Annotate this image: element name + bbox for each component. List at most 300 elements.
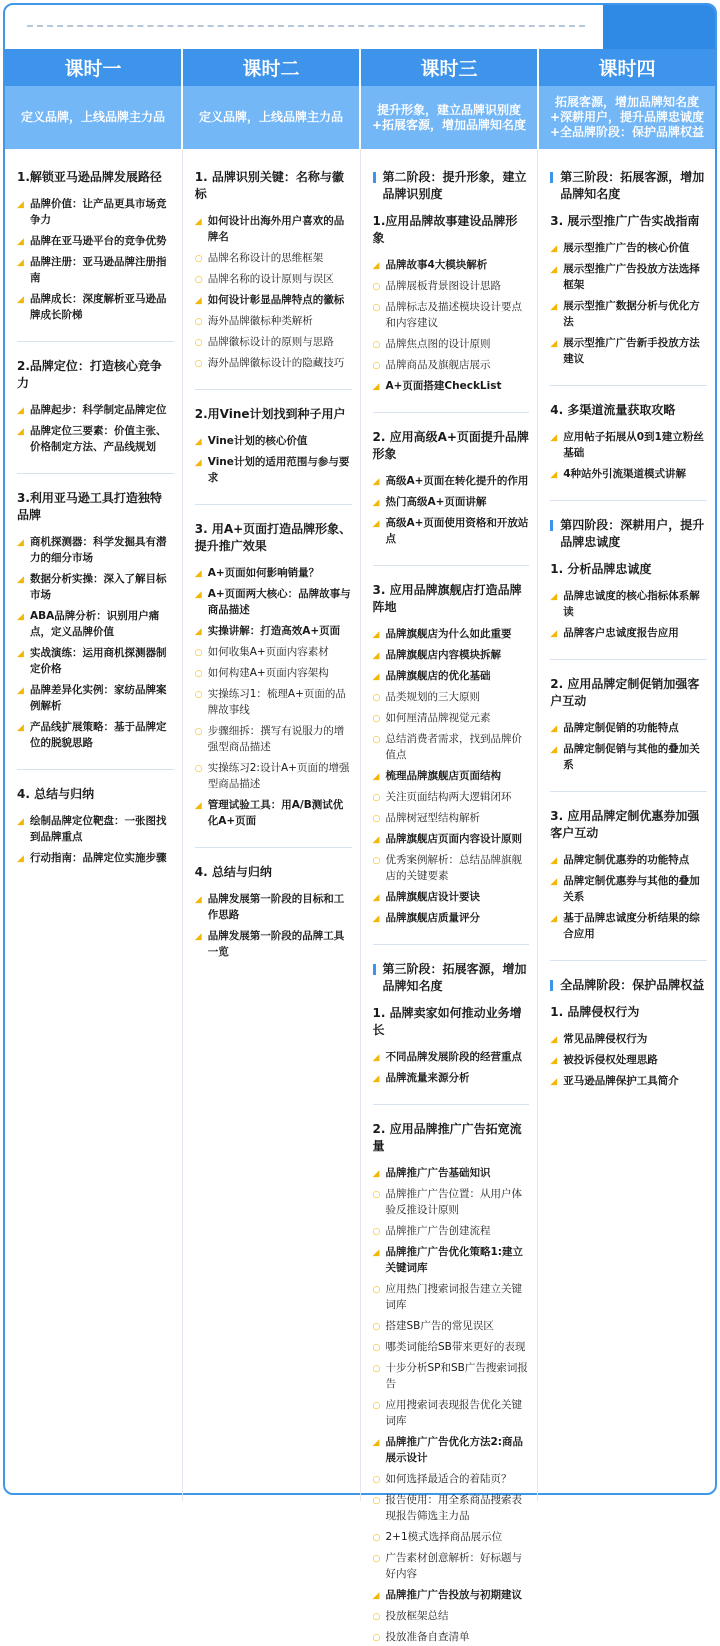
outline-item-text: 实操练习2:设计A+页面的增强型商品描述: [207, 762, 350, 790]
lesson-column-3: [361, 149, 539, 1643]
outline-item: [195, 454, 352, 486]
outline-item: [550, 1052, 707, 1068]
outline-item-text: 基于品牌忠诚度分析结果的综合应用: [563, 912, 700, 940]
section-title: 3.利用亚马逊工具打造独特品牌: [17, 491, 162, 522]
outline-item: [373, 1165, 530, 1181]
section-divider: [373, 565, 530, 566]
outline-item: [373, 1550, 530, 1582]
arrow-bullet-icon: ◢: [372, 382, 380, 392]
outline-item-text: 应用帖子拓展从0到1建立粉丝基础: [563, 431, 704, 459]
outline-item-text: 如何收集A+页面内容素材: [207, 646, 329, 658]
outline-item: [373, 1397, 530, 1429]
lesson-header-2: 课时二: [183, 49, 361, 86]
outline-item: [195, 797, 352, 829]
outline-item: [373, 810, 530, 826]
outline-item: [17, 813, 174, 845]
outline-item: [373, 336, 530, 352]
outline-item: [195, 644, 352, 660]
outline-item: [195, 723, 352, 755]
outline-item: [373, 257, 530, 273]
circle-bullet-icon: ○: [372, 1401, 381, 1411]
outline-item-text: 不同品牌发展阶段的经营重点: [385, 1051, 522, 1063]
outline-item: [373, 1339, 530, 1355]
outline-item: [373, 1360, 530, 1392]
outline-section: [17, 786, 174, 866]
phase-heading: 第三阶段：拓展客源，增加品牌知名度: [550, 169, 707, 203]
outline-item: [195, 334, 352, 350]
section-title: 2. 应用品牌定制促销加强客户互动: [550, 677, 700, 708]
outline-item-text: 实操练习1：梳理A+页面的品牌故事线: [207, 688, 346, 716]
lesson-subtitle-4: 拓展客源，增加品牌知名度+深耕用户，提升品牌忠诚度+全品牌阶段：保护品牌权益: [549, 95, 705, 139]
outline-item: [17, 423, 174, 455]
arrow-bullet-icon: ◢: [372, 672, 380, 682]
outline-item-text: 常见品牌侵权行为: [563, 1033, 648, 1045]
outline-item-text: 梳理品牌旗舰店页面结构: [385, 770, 501, 782]
dashed-divider: [27, 25, 585, 27]
section-divider: [373, 1104, 530, 1105]
circle-bullet-icon: ○: [194, 275, 203, 285]
outline-item: [17, 608, 174, 640]
outline-item-text: 海外品牌徽标种类解析: [207, 315, 313, 327]
outline-item-text: 总结消费者需求，找到品牌价值点: [385, 733, 522, 761]
outline-item: [550, 625, 707, 641]
outline-item: [550, 852, 707, 868]
circle-bullet-icon: ○: [372, 303, 381, 313]
outline-item-text: A+页面搭建CheckList: [385, 380, 502, 392]
corner-tab: [603, 5, 715, 49]
outline-item-text: 品牌忠诚度的核心指标体系解读: [563, 590, 700, 618]
outline-section: [550, 213, 707, 367]
circle-bullet-icon: ○: [372, 693, 381, 703]
outline-item-text: 管理试验工具：用A/B测试优化A+页面: [207, 799, 344, 827]
section-title: 1. 品牌侵权行为: [550, 1005, 640, 1019]
arrow-bullet-icon: ◢: [194, 932, 202, 942]
circle-bullet-icon: ○: [372, 1227, 381, 1237]
outline-item-text: 应用搜索词表现报告优化关键词库: [385, 1399, 522, 1427]
arrow-bullet-icon: ◢: [550, 244, 558, 254]
outline-section: [373, 213, 530, 394]
arrow-bullet-icon: ◢: [372, 835, 380, 845]
section-divider: [17, 341, 174, 342]
outline-item-text: ABA品牌分析：识别用户痛点，定义品牌价值: [30, 610, 160, 638]
outline-item: [373, 789, 530, 805]
outline-item: [550, 741, 707, 773]
arrow-bullet-icon: ◢: [550, 877, 558, 887]
arrow-bullet-icon: ◢: [194, 627, 202, 637]
outline-item: [17, 233, 174, 249]
section-title: 1.解锁亚马逊品牌发展路径: [17, 170, 162, 184]
outline-item-text: 品牌展板背景图设计思路: [385, 280, 501, 292]
section-divider: [17, 473, 174, 474]
section-divider: [550, 960, 707, 961]
arrow-bullet-icon: ◢: [550, 1035, 558, 1045]
outline-item: [373, 1186, 530, 1218]
arrow-bullet-icon: ◢: [550, 724, 558, 734]
arrow-bullet-icon: ◢: [17, 200, 24, 210]
outline-item-text: 品牌故事4大模块解析: [385, 259, 488, 271]
outline-item-text: 品牌定制优惠券的功能特点: [563, 854, 690, 866]
arrow-bullet-icon: ◢: [17, 817, 24, 827]
outline-item-text: 品牌旗舰店页面内容设计原则: [385, 833, 522, 845]
outline-item: [195, 565, 352, 581]
outline-item-text: 如何设计彰显品牌特点的徽标: [207, 294, 345, 306]
arrow-bullet-icon: ◢: [550, 914, 558, 924]
outline-item: [373, 1281, 530, 1313]
section-divider: [195, 504, 352, 505]
outline-item-text: 品牌徽标设计的原则与思路: [207, 336, 334, 348]
section-divider: [550, 385, 707, 386]
outline-item: [195, 586, 352, 618]
outline-item-text: 实操讲解：打造高效A+页面: [207, 625, 341, 637]
outline-section: [373, 429, 530, 547]
outline-section: [195, 406, 352, 486]
lesson-column-2: [183, 149, 361, 1501]
outline-item-text: 品牌推广广告基础知识: [385, 1167, 491, 1179]
outline-item: [550, 298, 707, 330]
circle-bullet-icon: ○: [194, 727, 203, 737]
outline-item: [373, 494, 530, 510]
outline-item-text: 优秀案例解析：总结品牌旗舰店的关键要素: [385, 854, 522, 882]
outline-item: [550, 588, 707, 620]
outline-item-text: 品牌注册：亚马逊品牌注册指南: [30, 256, 167, 284]
arrow-bullet-icon: ◢: [550, 745, 558, 755]
outline-item-text: 品牌推广广告投放与初期建议: [385, 1589, 522, 1601]
arrow-bullet-icon: ◢: [550, 592, 558, 602]
circle-bullet-icon: ○: [194, 648, 203, 658]
outline-item: [373, 1471, 530, 1487]
outline-item: [373, 1223, 530, 1239]
section-title: 2. 应用品牌推广广告拓宽流量: [372, 1122, 522, 1153]
outline-section: [195, 864, 352, 960]
outline-item: [373, 852, 530, 884]
section-divider: [550, 659, 707, 660]
outline-item: [373, 889, 530, 905]
outline-item-text: 行动指南：品牌定位实施步骤: [30, 852, 167, 864]
outline-item-text: 应用热门搜索词报告建立关键词库: [385, 1283, 522, 1311]
outline-item-text: 展示型推广广告的核心价值: [563, 242, 690, 254]
circle-bullet-icon: ○: [372, 1364, 381, 1374]
circle-bullet-icon: ○: [372, 1496, 381, 1506]
outline-item: [17, 196, 174, 228]
circle-bullet-icon: ○: [372, 1633, 381, 1643]
outline-item: [373, 473, 530, 489]
section-divider: [17, 769, 174, 770]
arrow-bullet-icon: ◢: [372, 772, 380, 782]
outline-item: [550, 261, 707, 293]
circle-bullet-icon: ○: [372, 856, 381, 866]
outline-item-text: 如何选择最适合的着陆页？: [385, 1473, 512, 1485]
section-title: 4. 多渠道流量获取攻略: [550, 403, 676, 417]
arrow-bullet-icon: ◢: [372, 1169, 380, 1179]
arrow-bullet-icon: ◢: [372, 1053, 380, 1063]
outline-item-text: 广告素材创意解析：好标题与好内容: [385, 1552, 522, 1580]
outline-item: [373, 1434, 530, 1466]
arrow-bullet-icon: ◢: [550, 433, 558, 443]
outline-item-text: 十步分析SP和SB广告搜索词报告: [385, 1362, 528, 1390]
outline-item: [550, 240, 707, 256]
arrow-bullet-icon: ◢: [372, 1074, 380, 1084]
circle-bullet-icon: ○: [372, 340, 381, 350]
lesson-subtitle-row: [5, 86, 715, 149]
arrow-bullet-icon: ◢: [372, 1248, 380, 1258]
section-title: 3. 应用品牌定制优惠券加强客户互动: [550, 809, 700, 840]
outline-item: [373, 357, 530, 373]
circle-bullet-icon: ○: [372, 714, 381, 724]
outline-item-text: 品牌焦点图的设计原则: [385, 338, 491, 350]
arrow-bullet-icon: ◢: [17, 575, 24, 585]
outline-item-text: 品牌发展第一阶段的目标和工作思路: [207, 893, 345, 921]
circle-bullet-icon: ○: [194, 359, 203, 369]
outline-item-text: 如何构建A+页面内容架构: [207, 667, 329, 679]
section-title: 1.应用品牌故事建设品牌形象: [372, 214, 518, 245]
outline-item-text: 报告使用：用全系商品搜索表现报告筛选主力品: [385, 1494, 522, 1522]
outline-item: [373, 299, 530, 331]
outline-item: [550, 466, 707, 482]
circle-bullet-icon: ○: [372, 793, 381, 803]
lesson-subtitle-1: 定义品牌，上线品牌主力品: [5, 86, 183, 149]
outline-item: [373, 1049, 530, 1065]
circle-bullet-icon: ○: [194, 254, 203, 264]
outline-item: [373, 1070, 530, 1086]
arrow-bullet-icon: ◢: [17, 406, 24, 416]
outline-item: [550, 1073, 707, 1089]
outline-item-text: 如何厘清品牌视觉元素: [385, 712, 491, 724]
outline-item-text: 2+1模式选择商品展示位: [385, 1531, 503, 1543]
outline-item-text: 品牌定位三要素：价值主张、价格制定方法、产品线规划: [30, 425, 167, 453]
section-title: 3. 用A+页面打造品牌形象、提升推广效果: [194, 522, 352, 553]
arrow-bullet-icon: ◢: [194, 437, 202, 447]
outline-item: [373, 1318, 530, 1334]
outline-item: [373, 910, 530, 926]
outline-item: [195, 686, 352, 718]
outline-grid: [5, 49, 715, 1643]
outline-item-text: 哪类词能给SB带来更好的表现: [385, 1341, 526, 1353]
outline-item-text: 高级A+页面在转化提升的作用: [385, 475, 529, 487]
outline-item-text: 品牌推广广告优化策略1:建立关键词库: [385, 1246, 524, 1274]
outline-item-text: 品牌定制促销的功能特点: [563, 722, 679, 734]
outline-item: [550, 873, 707, 905]
outline-item: [17, 645, 174, 677]
phase-heading: 第四阶段：深耕用户，提升品牌忠诚度: [550, 517, 707, 551]
phase-heading: 第三阶段：拓展客源，增加品牌知名度: [373, 961, 530, 995]
lesson-header-1: 课时一: [5, 49, 183, 86]
outline-item: [195, 271, 352, 287]
outline-item: [373, 668, 530, 684]
section-title: 2.品牌定位：打造核心竞争力: [17, 359, 162, 390]
outline-section: [550, 561, 707, 641]
lesson-header-3: 课时三: [361, 49, 539, 86]
circle-bullet-icon: ○: [194, 669, 203, 679]
arrow-bullet-icon: ◢: [550, 856, 558, 866]
outline-item-text: 品牌流量来源分析: [385, 1072, 470, 1084]
outline-item-text: 品牌发展第一阶段的品牌工具一览: [207, 930, 345, 958]
circle-bullet-icon: ○: [372, 361, 381, 371]
arrow-bullet-icon: ◢: [194, 217, 202, 227]
phase-heading: 第二阶段：提升形象，建立品牌识别度: [373, 169, 530, 203]
outline-item: [373, 626, 530, 642]
outline-item: [373, 731, 530, 763]
outline-item-text: 品牌树冠型结构解析: [385, 812, 480, 824]
outline-item: [17, 850, 174, 866]
arrow-bullet-icon: ◢: [550, 1077, 558, 1087]
section-divider: [195, 389, 352, 390]
circle-bullet-icon: ○: [372, 1285, 381, 1295]
outline-item-text: 步骤细拆：撰写有说服力的增强型商品描述: [207, 725, 345, 753]
arrow-bullet-icon: ◢: [550, 265, 558, 275]
outline-item-text: 品牌在亚马逊平台的竞争优势: [30, 235, 167, 247]
outline-item-text: 展示型推广广告投放方法选择框架: [563, 263, 700, 291]
outline-section: [373, 1121, 530, 1645]
outline-item: [17, 571, 174, 603]
section-divider: [550, 791, 707, 792]
arrow-bullet-icon: ◢: [550, 470, 558, 480]
outline-item: [373, 1529, 530, 1545]
arrow-bullet-icon: ◢: [194, 895, 202, 905]
arrow-bullet-icon: ◢: [17, 237, 24, 247]
outline-item: [195, 891, 352, 923]
arrow-bullet-icon: ◢: [194, 590, 202, 600]
lesson-subtitle-3: 提升形象，建立品牌识别度+拓展客源，增加品牌知名度: [361, 86, 539, 149]
arrow-bullet-icon: ◢: [372, 498, 380, 508]
outline-section: [195, 521, 352, 829]
outline-item: [373, 710, 530, 726]
outline-item-text: 亚马逊品牌保护工具简介: [563, 1075, 679, 1087]
outline-item: [17, 682, 174, 714]
circle-bullet-icon: ○: [372, 1322, 381, 1332]
arrow-bullet-icon: ◢: [17, 723, 24, 733]
outline-item: [195, 313, 352, 329]
section-title: 4. 总结与归纳: [17, 787, 95, 801]
outline-item: [17, 254, 174, 286]
lesson-column-4: [538, 149, 715, 1501]
outline-item: [373, 831, 530, 847]
outline-item-text: 绘制品牌定位靶盘：一张图找到品牌重点: [30, 815, 167, 843]
arrow-bullet-icon: ◢: [17, 295, 24, 305]
arrow-bullet-icon: ◢: [550, 1056, 558, 1066]
outline-item: [195, 433, 352, 449]
outline-item-text: 品牌推广广告优化方法2:商品展示设计: [385, 1436, 524, 1464]
outline-item-text: 品牌起步：科学制定品牌定位: [30, 404, 167, 416]
outline-item: [195, 623, 352, 639]
arrow-bullet-icon: ◢: [372, 477, 380, 487]
outline-item: [195, 355, 352, 371]
arrow-bullet-icon: ◢: [372, 914, 380, 924]
outline-item-text: 品类规划的三大原则: [385, 691, 480, 703]
arrow-bullet-icon: ◢: [194, 569, 202, 579]
arrow-bullet-icon: ◢: [372, 519, 380, 529]
outline-item: [373, 647, 530, 663]
arrow-bullet-icon: ◢: [372, 630, 380, 640]
outline-item: [550, 1031, 707, 1047]
outline-item-text: 品牌推广广告创建流程: [385, 1225, 491, 1237]
outline-item-text: A+页面如何影响销量？: [207, 567, 320, 579]
lesson-subtitle-2: 定义品牌，上线品牌主力品: [183, 86, 361, 149]
outline-section: [17, 490, 174, 751]
outline-item-text: 品牌旗舰店内容模块拆解: [385, 649, 501, 661]
outline-item-text: 被投诉侵权处理思路: [563, 1054, 658, 1066]
outline-item-text: 实战演练：运用商机探测器制定价格: [30, 647, 167, 675]
outline-item: [550, 720, 707, 736]
arrow-bullet-icon: ◢: [550, 302, 558, 312]
lesson-header-row: [5, 49, 715, 86]
arrow-bullet-icon: ◢: [17, 854, 24, 864]
outline-item: [373, 1608, 530, 1624]
outline-item-text: 品牌价值：让产品更具市场竞争力: [30, 198, 167, 226]
arrow-bullet-icon: ◢: [194, 801, 202, 811]
circle-bullet-icon: ○: [372, 282, 381, 292]
section-divider: [550, 500, 707, 501]
outline-item-text: 品牌定制促销与其他的叠加关系: [563, 743, 700, 771]
outline-item: [195, 250, 352, 266]
outline-item-text: Vine计划的核心价值: [207, 435, 308, 447]
outline-item: [373, 689, 530, 705]
arrow-bullet-icon: ◢: [372, 261, 380, 271]
circle-bullet-icon: ○: [372, 1554, 381, 1564]
outline-item: [373, 1244, 530, 1276]
outline-item: [550, 910, 707, 942]
arrow-bullet-icon: ◢: [372, 1438, 380, 1448]
outline-item: [373, 1587, 530, 1603]
section-title: 3. 应用品牌旗舰店打造品牌阵地: [372, 583, 522, 614]
outline-section: [550, 676, 707, 773]
outline-item-text: 品牌客户忠诚度报告应用: [563, 627, 679, 639]
circle-bullet-icon: ○: [372, 814, 381, 824]
outline-section: [17, 358, 174, 455]
circle-bullet-icon: ○: [372, 1612, 381, 1622]
outline-item-text: 关注页面结构两大逻辑闭环: [385, 791, 512, 803]
outline-item-text: 如何设计出海外用户喜欢的品牌名: [207, 215, 345, 243]
circle-bullet-icon: ○: [372, 1190, 381, 1200]
circle-bullet-icon: ○: [194, 764, 203, 774]
arrow-bullet-icon: ◢: [372, 1591, 380, 1601]
outline-item: [195, 213, 352, 245]
outline-item-text: 高级A+页面使用资格和开放站点: [385, 517, 529, 545]
outline-item: [373, 278, 530, 294]
outline-section: [195, 169, 352, 371]
outline-item: [195, 928, 352, 960]
arrow-bullet-icon: ◢: [194, 458, 202, 468]
section-title: 2.用Vine计划找到种子用户: [194, 407, 346, 421]
outline-item: [373, 378, 530, 394]
circle-bullet-icon: ○: [372, 1475, 381, 1485]
outline-item-text: 4种站外引流渠道模式讲解: [563, 468, 687, 480]
circle-bullet-icon: ○: [372, 1343, 381, 1353]
outline-item-text: 品牌名称设计的思维框架: [207, 252, 324, 264]
outline-section: [550, 808, 707, 942]
outline-item-text: 品牌旗舰店设计要诀: [385, 891, 480, 903]
lesson-column-1: [5, 149, 183, 1501]
outline-item: [373, 1492, 530, 1524]
arrow-bullet-icon: ◢: [372, 651, 380, 661]
lesson-content-row: [5, 149, 715, 1643]
arrow-bullet-icon: ◢: [194, 296, 202, 306]
outline-item-text: 投放准备自查清单: [385, 1631, 470, 1643]
arrow-bullet-icon: ◢: [17, 427, 24, 437]
arrow-bullet-icon: ◢: [17, 612, 24, 622]
outline-item-text: 产品线扩展策略：基于品牌定位的脱貌思路: [30, 721, 167, 749]
arrow-bullet-icon: ◢: [17, 538, 24, 548]
course-outline-card: [3, 3, 717, 1643]
outline-item-text: 品牌旗舰店质量评分: [385, 912, 480, 924]
outline-item: [195, 292, 352, 308]
outline-item-text: 品牌定制优惠券与其他的叠加关系: [563, 875, 700, 903]
circle-bullet-icon: ○: [372, 1533, 381, 1543]
circle-bullet-icon: ○: [194, 317, 203, 327]
section-divider: [373, 944, 530, 945]
arrow-bullet-icon: ◢: [550, 339, 558, 349]
section-title: 2. 应用高级A+页面提升品牌形象: [372, 430, 529, 461]
arrow-bullet-icon: ◢: [17, 686, 24, 696]
